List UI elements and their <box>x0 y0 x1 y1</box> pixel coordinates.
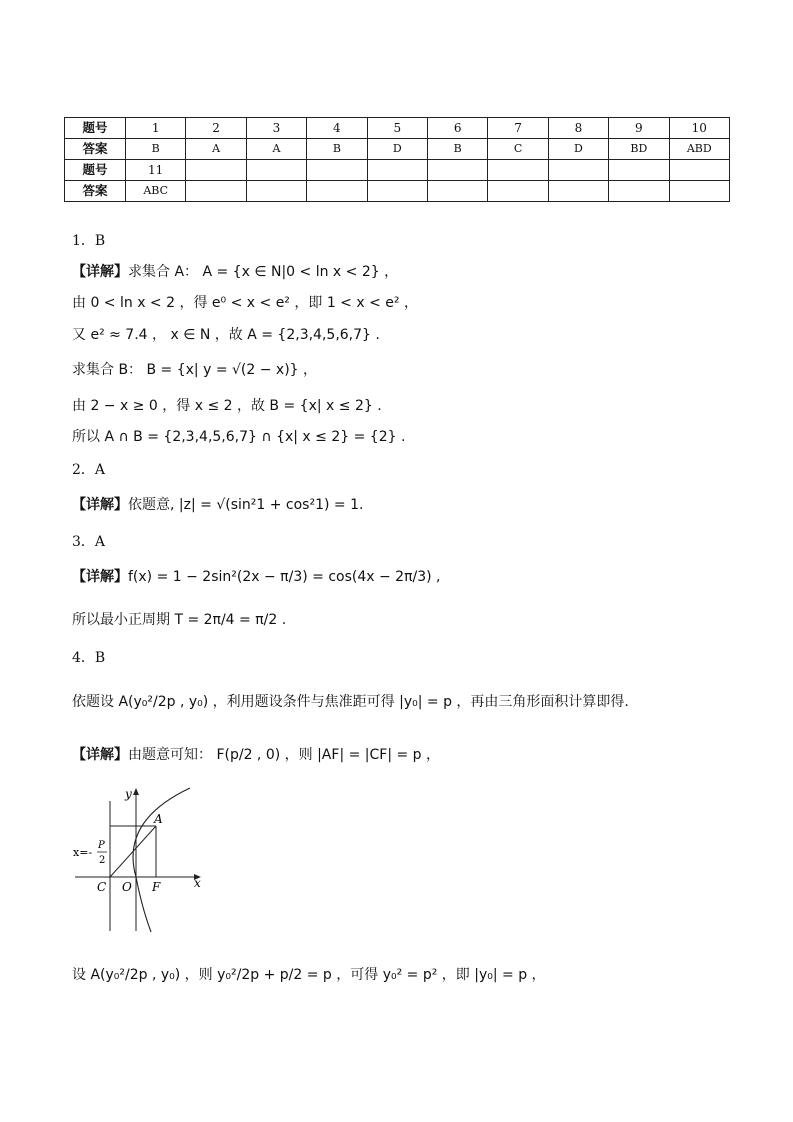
point-o-label: O <box>122 880 132 894</box>
table-cell: 4 <box>307 118 367 139</box>
table-cell <box>186 181 246 202</box>
table-cell: 6 <box>427 118 487 139</box>
table-cell <box>548 160 608 181</box>
table-cell <box>246 160 306 181</box>
directrix-label-denominator: 2 <box>99 855 106 866</box>
table-cell: ABD <box>669 139 729 160</box>
table-cell <box>307 160 367 181</box>
x-axis-label: x <box>194 876 201 890</box>
table-cell <box>609 160 669 181</box>
parabola-curve <box>133 788 190 932</box>
table-cell <box>609 181 669 202</box>
q4-line-3: 设 A(y₀²/2p , y₀) ，则 y₀²/2p + p/2 = p ，可得 y₀² = p² ，即 |y₀| = p ， <box>72 967 546 983</box>
table-row <box>65 139 730 160</box>
parabola-figure <box>70 786 210 936</box>
q4-title: 4．B <box>72 650 106 666</box>
table-cell <box>488 181 548 202</box>
table-row <box>65 160 730 181</box>
q2-line-1-text: 依题意, |z| = √(sin²1 + cos²1) = 1. <box>128 497 364 513</box>
directrix-label-prefix: x=- <box>73 846 93 859</box>
table-cell: A <box>186 139 246 160</box>
table-cell: A <box>246 139 306 160</box>
table-cell <box>427 181 487 202</box>
directrix-label-numerator: P <box>98 840 105 851</box>
point-c-label: C <box>97 880 107 894</box>
table-cell: 9 <box>609 118 669 139</box>
table-cell: 11 <box>126 160 186 181</box>
table-cell: 3 <box>246 118 306 139</box>
y-axis-arrow <box>133 788 139 795</box>
table-cell <box>427 160 487 181</box>
point-a-label: A <box>154 812 163 826</box>
table-cell <box>548 181 608 202</box>
q1-title: 1．B <box>72 233 106 249</box>
row-header-question-number: 题号 <box>65 118 126 139</box>
table-row <box>65 181 730 202</box>
table-cell <box>246 181 306 202</box>
q4-line-2-text: 由题意可知： F(p/2 , 0) ，则 |AF| = |CF| = p ， <box>128 747 441 763</box>
q1-line-3: 又 e² ≈ 7.4 ， x ∈ N ，故 A = {2,3,4,5,6,7} . <box>72 327 380 343</box>
q3-line-1 <box>72 567 440 587</box>
detail-tag: 【详解】 <box>72 264 128 280</box>
table-cell: 8 <box>548 118 608 139</box>
q4-line-1: 依题设 A(y₀²/2p , y₀) ，利用题设条件与焦准距可得 |y₀| = p ，再由三角形面积计算即得. <box>72 694 629 710</box>
detail-tag: 【详解】 <box>72 747 128 763</box>
q1-line-1-text: 求集合 A： A = {x ∈ N|0 < ln x < 2} ， <box>128 264 399 280</box>
table-cell: 10 <box>669 118 729 139</box>
row-header-question-number: 题号 <box>65 160 126 181</box>
segment-c-to-a <box>110 826 156 877</box>
q4-line-2 <box>72 745 440 765</box>
table-cell: 2 <box>186 118 246 139</box>
q3-line-1-text: f(x) = 1 − 2sin²(2x − π/3) = cos(4x − 2π/3) , <box>128 569 441 585</box>
q2-title: 2．A <box>72 462 106 478</box>
q1-line-6: 所以 A ∩ B = {2,3,4,5,6,7} ∩ {x| x ≤ 2} = {2} . <box>72 429 406 445</box>
detail-tag: 【详解】 <box>72 497 128 513</box>
point-f-label: F <box>152 880 161 894</box>
q3-title: 3．A <box>72 534 106 550</box>
answer-table <box>64 117 730 202</box>
table-cell: D <box>367 139 427 160</box>
table-cell <box>307 181 367 202</box>
table-cell: 7 <box>488 118 548 139</box>
table-cell: D <box>548 139 608 160</box>
q2-line-1 <box>72 495 363 515</box>
q1-line-2: 由 0 < ln x < 2 ，得 e⁰ < x < e² ，即 1 < x < e² ， <box>72 295 418 311</box>
y-axis-label: y <box>125 787 132 801</box>
table-cell: B <box>126 139 186 160</box>
table-cell <box>367 181 427 202</box>
q1-line-4: 求集合 B： B = {x| y = √(2 − x)} ， <box>72 362 318 378</box>
table-cell: B <box>427 139 487 160</box>
table-cell: B <box>307 139 367 160</box>
table-cell <box>669 160 729 181</box>
detail-tag: 【详解】 <box>72 569 128 585</box>
q1-line-5: 由 2 − x ≥ 0 ，得 x ≤ 2 ，故 B = {x| x ≤ 2} . <box>72 398 382 414</box>
table-cell <box>367 160 427 181</box>
q1-line-1 <box>72 262 398 282</box>
table-cell: 5 <box>367 118 427 139</box>
row-header-answer: 答案 <box>65 139 126 160</box>
table-cell: 1 <box>126 118 186 139</box>
q3-line-2: 所以最小正周期 T = 2π/4 = π/2 . <box>72 612 287 628</box>
table-cell: BD <box>609 139 669 160</box>
table-cell <box>488 160 548 181</box>
table-cell: ABC <box>126 181 186 202</box>
table-cell: C <box>488 139 548 160</box>
table-cell <box>669 181 729 202</box>
row-header-answer: 答案 <box>65 181 126 202</box>
table-cell <box>186 160 246 181</box>
table-row <box>65 118 730 139</box>
